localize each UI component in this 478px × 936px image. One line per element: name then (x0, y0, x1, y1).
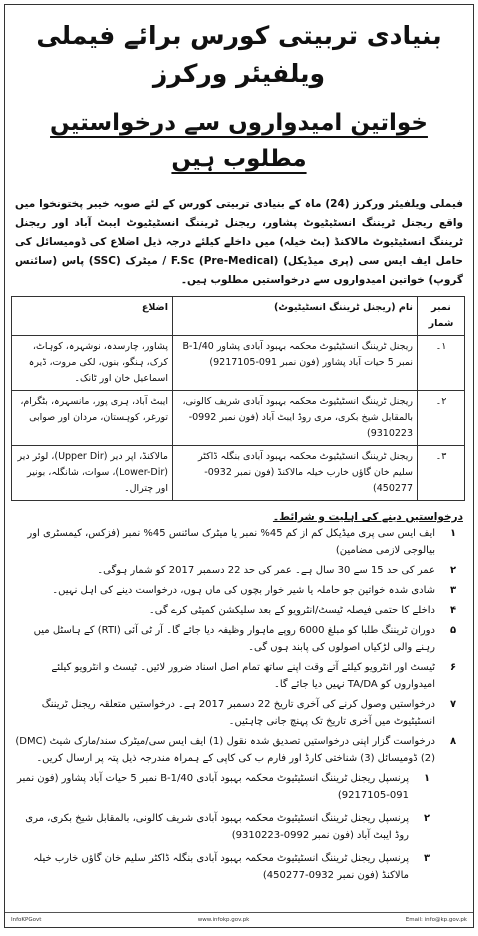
item-text: ایف ایس سی پری میڈیکل کم از کم 45% نمبر یا میٹرک سائنس 45% نمبر (فزکس، کیمسٹری اور بیالوجی لازمی مضامین) (27, 528, 435, 556)
footer-email: Email: info@kp.gov.pk (405, 917, 467, 923)
item-number: ۶ (449, 662, 457, 673)
list-item (15, 582, 463, 599)
address-number: ۲ (423, 813, 431, 824)
item-text: درخواستیں وصول کرنے کی آخری تاریخ 22 دسمبر 2017 ہے۔ درخواستیں متعلقہ ریجنل ٹریننگ انسٹیٹیوٹ میں آخری تاریخ تک پہنچ جانی چاہئیں۔ (41, 699, 435, 727)
item-number: ۳ (449, 585, 457, 596)
address-list (5, 770, 473, 884)
advertisement-page (4, 4, 474, 928)
list-item (15, 733, 463, 767)
item-text: شادی شدہ خواتین جو حاملہ یا شیر خوار بچوں کی ماں ہوں، درخواست دینے کی اہل نہیں۔ (52, 585, 435, 596)
list-item (15, 622, 463, 656)
address-item (15, 770, 437, 804)
item-number: ۵ (449, 625, 457, 636)
item-number: ۲ (449, 565, 457, 576)
table-row (12, 446, 465, 501)
item-number: ۴ (449, 605, 457, 616)
address-number: ۳ (423, 853, 431, 864)
table-row (12, 336, 465, 391)
item-text: عمر کی حد 15 سے 30 سال ہے۔ عمر کی حد 22 دسمبر 2017 کو شمار ہوگی۔ (97, 565, 435, 576)
address-text: پرنسپل ریجنل ٹریننگ انسٹیٹیوٹ محکمہ بہبود آبادی شریف کالونی، بالمقابل شیخ بکری، مری روڈ ایبٹ آباد (فون نمبر 0992-9310223) (25, 813, 409, 841)
row-serial: ۲۔ (418, 391, 465, 446)
footer-website: www.infokp.gov.pk (197, 917, 250, 923)
header-districts: اضلاع (12, 297, 173, 336)
eligibility-list (5, 525, 473, 767)
page-title: بنیادی تربیتی کورس برائے فیملی ویلفیئر ورکرز (36, 21, 442, 88)
row-districts: مالاکنڈ، اپر دیر (Upper Dir)، لوئر دیر (Lower-Dir)، سوات، شانگلہ، بونیر اور چترال۔ (12, 446, 173, 501)
address-number: ۱ (423, 773, 431, 784)
item-text: دوران ٹریننگ طلبا کو مبلغ 6000 روپے ماہوار وظیفہ دیا جائے گا۔ آر ٹی آئی (RTI) کے ہاسٹل میں رہنے والی لڑکیاں اصولوں کی پابند ہوں گی۔ (33, 625, 435, 653)
address-text: پرنسپل ریجنل ٹریننگ انسٹیٹیوٹ محکمہ بہبود آبادی بنگلہ ڈاکٹر سلیم خان گاؤں خارب خیلہ مالاکنڈ (فون نمبر 0932-450277) (33, 853, 409, 881)
item-text: داخلے کا حتمی فیصلہ ٹیسٹ/انٹرویو کے بعد سلیکشن کمیٹی کرے گی۔ (148, 605, 435, 616)
row-districts: پشاور، چارسدہ، نوشہرہ، کوہاٹ، کرک، ہنگو، بنوں، لکی مروت، ڈیرہ اسماعیل خان اور ٹانک۔ (12, 336, 173, 391)
intro-paragraph: فیملی ویلفیئر ورکرز (24) ماہ کے بنیادی تربیتی کورس کے لئے صوبہ خیبر پختونخوا میں واقع ریجنل ٹریننگ انسٹیٹیوٹ پشاور، ریجنل ٹریننگ انسٹیٹیوٹ ایبٹ آباد اور ریجنل ٹریننگ انسٹیٹیوٹ مالاکنڈ (بٹ خیلہ) میں داخلے کیلئے درجہ ذیل اضلاع کی ڈومیسائل کی حامل ایف ایس سی (پری میڈیکل) F.Sc (Pre-Medical) / میٹرک (SSC) پاس (سائنس گروپ) خواتین امیدواروں سے درخواستیں مطلوب ہیں۔ (15, 198, 463, 286)
list-item (15, 525, 463, 559)
row-serial: ۳۔ (418, 446, 465, 501)
table-header-row (12, 297, 465, 336)
item-text: درخواست گزار اپنی درخواستیں تصدیق شدہ نقول (1) ایف ایس سی/میٹرک سند/مارک شیٹ (DMC) (2) ڈومیسائل (3) شناختی کارڈ اور فارم ب کی کاپی کے ہمراہ مندرجہ ذیل پتہ پر ارسال کریں۔ (15, 736, 435, 764)
item-text: ٹیسٹ اور انٹرویو کیلئے آتے وقت اپنے ساتھ تمام اصل اسناد ضرور لائیں۔ ٹیسٹ و انٹرویو کیلئے امیدواروں کو TA/DA نہیں دیا جائے گا۔ (51, 662, 435, 690)
item-number: ۷ (449, 699, 457, 710)
list-item (15, 562, 463, 579)
header-name: نام (ریجنل ٹریننگ انسٹیٹیوٹ) (173, 297, 418, 336)
list-item (15, 659, 463, 693)
list-item (15, 602, 463, 619)
address-item (15, 850, 437, 884)
row-serial: ۱۔ (418, 336, 465, 391)
footer-bar (5, 912, 473, 927)
address-text: پرنسپل ریجنل ٹریننگ انسٹیٹیوٹ محکمہ بہبود آبادی 40/B-1 نمبر 5 حیات آباد پشاور (فون نمبر 091-9217105) (17, 773, 409, 801)
row-districts: ایبٹ آباد، ہری پور، مانسہرہ، بٹگرام، تورغر، کوہستان، مردان اور صوابی (12, 391, 173, 446)
row-institute-name: ریجنل ٹریننگ انسٹیٹیوٹ محکمہ بہبود آبادی بنگلہ ڈاکٹر سلیم خان گاؤں خارب خیلہ مالاکنڈ (فون نمبر 0932-450277) (173, 446, 418, 501)
item-number: ۱ (449, 528, 457, 539)
item-number: ۸ (449, 736, 457, 747)
header-serial: نمبر شمار (418, 297, 465, 336)
row-institute-name: ریجنل ٹریننگ انسٹیٹیوٹ محکمہ بہبود آبادی شریف کالونی، بالمقابل شیخ بکری، مری روڈ ایبٹ آباد (فون نمبر 0992-9310223) (173, 391, 418, 446)
list-item (15, 696, 463, 730)
eligibility-heading: درخواستیں دینے کی اہلیت و شرائط۔ (272, 511, 463, 523)
page-subtitle: خواتین امیدواروں سے درخواستیں مطلوب ہیں (50, 110, 428, 172)
footer-social: InfoKPGovt (11, 917, 42, 923)
row-institute-name: ریجنل ٹریننگ انسٹیٹیوٹ محکمہ بہبود آبادی پشاور 40/B-1 نمبر 5 حیات آباد پشاور (فون نمبر 091-9217105) (173, 336, 418, 391)
institutes-table (11, 296, 465, 501)
table-row (12, 391, 465, 446)
address-item (15, 810, 437, 844)
